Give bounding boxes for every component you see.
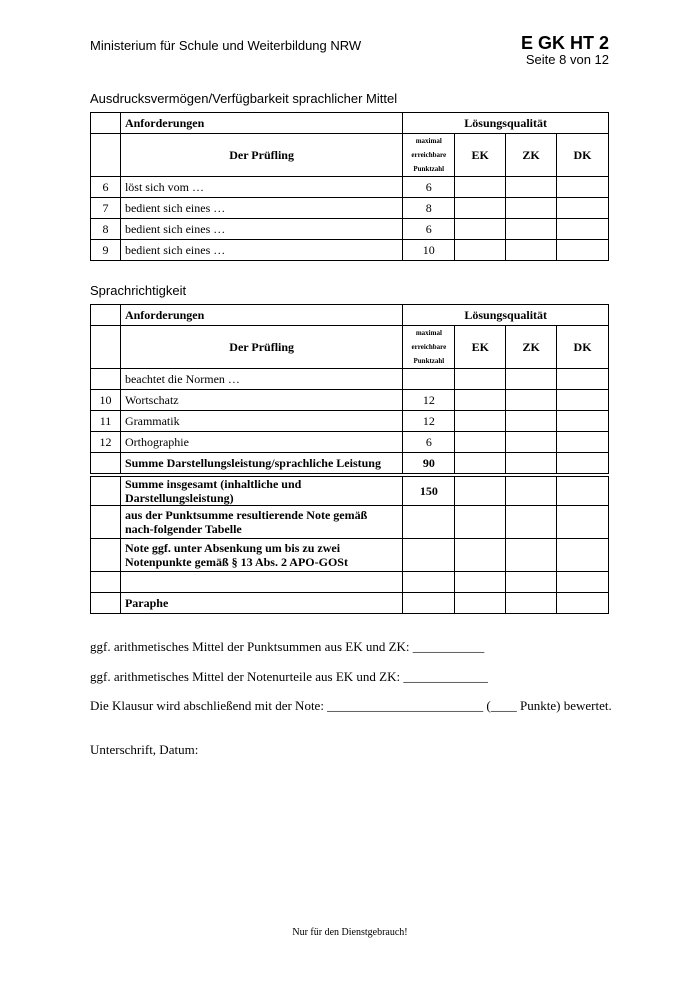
exam-code: E GK HT 2 bbox=[520, 33, 609, 53]
row-points: 12 bbox=[403, 411, 455, 432]
ek-cell[interactable] bbox=[455, 177, 506, 198]
ek-cell[interactable] bbox=[455, 219, 506, 240]
col-max-points: maximal erreichbare Punktzahl bbox=[403, 326, 455, 369]
col-pruefling: Der Prüfling bbox=[120, 134, 402, 177]
zk-cell[interactable] bbox=[506, 240, 557, 261]
zk-cell[interactable] bbox=[506, 539, 557, 572]
dk-cell[interactable] bbox=[557, 177, 609, 198]
col-ek: EK bbox=[455, 134, 506, 177]
paraphe-label: Paraphe bbox=[120, 593, 403, 614]
zk-cell bbox=[506, 369, 557, 390]
zk-cell[interactable] bbox=[506, 593, 557, 614]
ek-cell[interactable] bbox=[455, 390, 506, 411]
mean-grades-line: ggf. arithmetisches Mittel der Notenurteile aus EK und ZK: _____________ bbox=[90, 669, 488, 684]
col-max-points: maximal erreichbare Punktzahl bbox=[403, 134, 455, 177]
ek-cell bbox=[455, 369, 506, 390]
dk-cell[interactable] bbox=[557, 219, 609, 240]
table-row bbox=[91, 177, 609, 198]
signature-line: Unterschrift, Datum: bbox=[90, 742, 199, 757]
ek-cell[interactable] bbox=[455, 432, 506, 453]
row-text: beachtet die Normen … bbox=[120, 369, 402, 390]
ek-cell[interactable] bbox=[455, 240, 506, 261]
dk-cell[interactable] bbox=[557, 432, 609, 453]
table-row bbox=[91, 198, 609, 219]
ek-cell[interactable] bbox=[455, 453, 506, 474]
row-points: 6 bbox=[403, 219, 455, 240]
row-points: 10 bbox=[403, 240, 455, 261]
row-number bbox=[91, 572, 121, 593]
subheader-empty-cell bbox=[91, 134, 121, 177]
points-cell bbox=[403, 572, 455, 593]
row-number bbox=[91, 506, 121, 539]
row-text: bedient sich eines … bbox=[120, 219, 402, 240]
dk-cell[interactable] bbox=[557, 506, 609, 539]
table-row bbox=[91, 390, 609, 411]
reduction-label: Note ggf. unter Absenkung um bis zu zwei Notenpunkte gemäß § 13 Abs. 2 APO-GOSt bbox=[120, 539, 403, 572]
points-cell bbox=[403, 539, 455, 572]
row-points: 6 bbox=[403, 177, 455, 198]
row-number: 9 bbox=[91, 240, 121, 261]
ek-cell[interactable] bbox=[455, 477, 506, 506]
zk-cell[interactable] bbox=[506, 198, 557, 219]
ek-cell[interactable] bbox=[455, 572, 506, 593]
points-cell bbox=[403, 506, 455, 539]
row-points: 8 bbox=[403, 198, 455, 219]
dk-cell[interactable] bbox=[557, 453, 609, 474]
dk-cell[interactable] bbox=[557, 240, 609, 261]
ek-cell[interactable] bbox=[455, 411, 506, 432]
footer-note: Nur für den Dienstgebrauch! bbox=[292, 927, 408, 938]
row-points bbox=[403, 369, 455, 390]
total-row bbox=[91, 477, 609, 506]
row-text: Wortschatz bbox=[120, 390, 402, 411]
col-loesungsqualitaet: Lösungsqualität bbox=[403, 305, 609, 326]
page-number: Seite 8 von 12 bbox=[525, 52, 609, 67]
zk-cell[interactable] bbox=[506, 432, 557, 453]
grade-label: aus der Punktsumme resultierende Note gemäß nach-folgender Tabelle bbox=[120, 506, 403, 539]
sum-row bbox=[91, 453, 609, 474]
row-text: bedient sich eines … bbox=[120, 240, 402, 261]
row-number bbox=[91, 539, 121, 572]
ek-cell[interactable] bbox=[455, 593, 506, 614]
row-points: 6 bbox=[403, 432, 455, 453]
zk-cell[interactable] bbox=[506, 453, 557, 474]
header-empty-cell bbox=[91, 305, 121, 326]
section-title-ausdruck: Ausdrucksvermögen/Verfügbarkeit sprachlicher Mittel bbox=[90, 91, 398, 106]
table-ausdruck bbox=[90, 112, 609, 261]
sum-points: 90 bbox=[403, 453, 455, 474]
grade-row bbox=[91, 506, 609, 539]
ek-cell[interactable] bbox=[455, 539, 506, 572]
row-number bbox=[91, 453, 121, 474]
row-points: 12 bbox=[403, 390, 455, 411]
row-number: 7 bbox=[91, 198, 121, 219]
row-number bbox=[91, 477, 121, 506]
dk-cell[interactable] bbox=[557, 539, 609, 572]
table-row bbox=[91, 369, 609, 390]
mean-points-line: ggf. arithmetisches Mittel der Punktsummen aus EK und ZK: ___________ bbox=[90, 639, 485, 654]
zk-cell[interactable] bbox=[506, 477, 557, 506]
total-points: 150 bbox=[403, 477, 455, 506]
subheader-empty-cell bbox=[91, 326, 121, 369]
col-dk: DK bbox=[557, 134, 609, 177]
dk-cell bbox=[557, 369, 609, 390]
col-loesungsqualitaet: Lösungsqualität bbox=[403, 113, 609, 134]
table-row bbox=[91, 240, 609, 261]
row-number bbox=[91, 369, 121, 390]
table-row bbox=[91, 432, 609, 453]
zk-cell[interactable] bbox=[506, 506, 557, 539]
row-text: löst sich vom … bbox=[120, 177, 402, 198]
dk-cell[interactable] bbox=[557, 390, 609, 411]
sum-label: Summe Darstellungsleistung/sprachliche Leistung bbox=[120, 453, 402, 474]
table-sprachrichtigkeit bbox=[90, 304, 609, 474]
paraphe-row bbox=[91, 593, 609, 614]
row-number: 10 bbox=[91, 390, 121, 411]
row-text: bedient sich eines … bbox=[120, 198, 402, 219]
row-number: 6 bbox=[91, 177, 121, 198]
col-anforderungen: Anforderungen bbox=[120, 113, 402, 134]
dk-cell[interactable] bbox=[557, 572, 609, 593]
zk-cell[interactable] bbox=[506, 411, 557, 432]
col-ek: EK bbox=[455, 326, 506, 369]
reduction-row bbox=[91, 539, 609, 572]
dk-cell[interactable] bbox=[557, 198, 609, 219]
col-dk: DK bbox=[557, 326, 609, 369]
ministry-name: Ministerium für Schule und Weiterbildung NRW bbox=[90, 38, 362, 53]
zk-cell[interactable] bbox=[506, 177, 557, 198]
row-number: 12 bbox=[91, 432, 121, 453]
row-text: Orthographie bbox=[120, 432, 402, 453]
row-number: 8 bbox=[91, 219, 121, 240]
section-title-sprachrichtigkeit: Sprachrichtigkeit bbox=[90, 283, 187, 298]
zk-cell[interactable] bbox=[506, 390, 557, 411]
final-grade-line: Die Klausur wird abschließend mit der Note: ________________________ (____ Punkte) bewertet. bbox=[90, 698, 612, 713]
col-zk: ZK bbox=[506, 134, 557, 177]
dk-cell[interactable] bbox=[557, 593, 609, 614]
col-pruefling: Der Prüfling bbox=[120, 326, 402, 369]
table-row bbox=[91, 219, 609, 240]
ek-cell[interactable] bbox=[455, 506, 506, 539]
col-anforderungen: Anforderungen bbox=[120, 305, 402, 326]
table-summary bbox=[90, 476, 609, 614]
points-cell bbox=[403, 593, 455, 614]
table-row bbox=[91, 411, 609, 432]
empty-label bbox=[120, 572, 403, 593]
header-empty-cell bbox=[91, 113, 121, 134]
row-number: 11 bbox=[91, 411, 121, 432]
row-text: Grammatik bbox=[120, 411, 402, 432]
dk-cell[interactable] bbox=[557, 477, 609, 506]
zk-cell[interactable] bbox=[506, 219, 557, 240]
empty-row bbox=[91, 572, 609, 593]
dk-cell[interactable] bbox=[557, 411, 609, 432]
total-label: Summe insgesamt (inhaltliche und Darstellungsleistung) bbox=[120, 477, 403, 506]
row-number bbox=[91, 593, 121, 614]
zk-cell[interactable] bbox=[506, 572, 557, 593]
col-zk: ZK bbox=[506, 326, 557, 369]
ek-cell[interactable] bbox=[455, 198, 506, 219]
